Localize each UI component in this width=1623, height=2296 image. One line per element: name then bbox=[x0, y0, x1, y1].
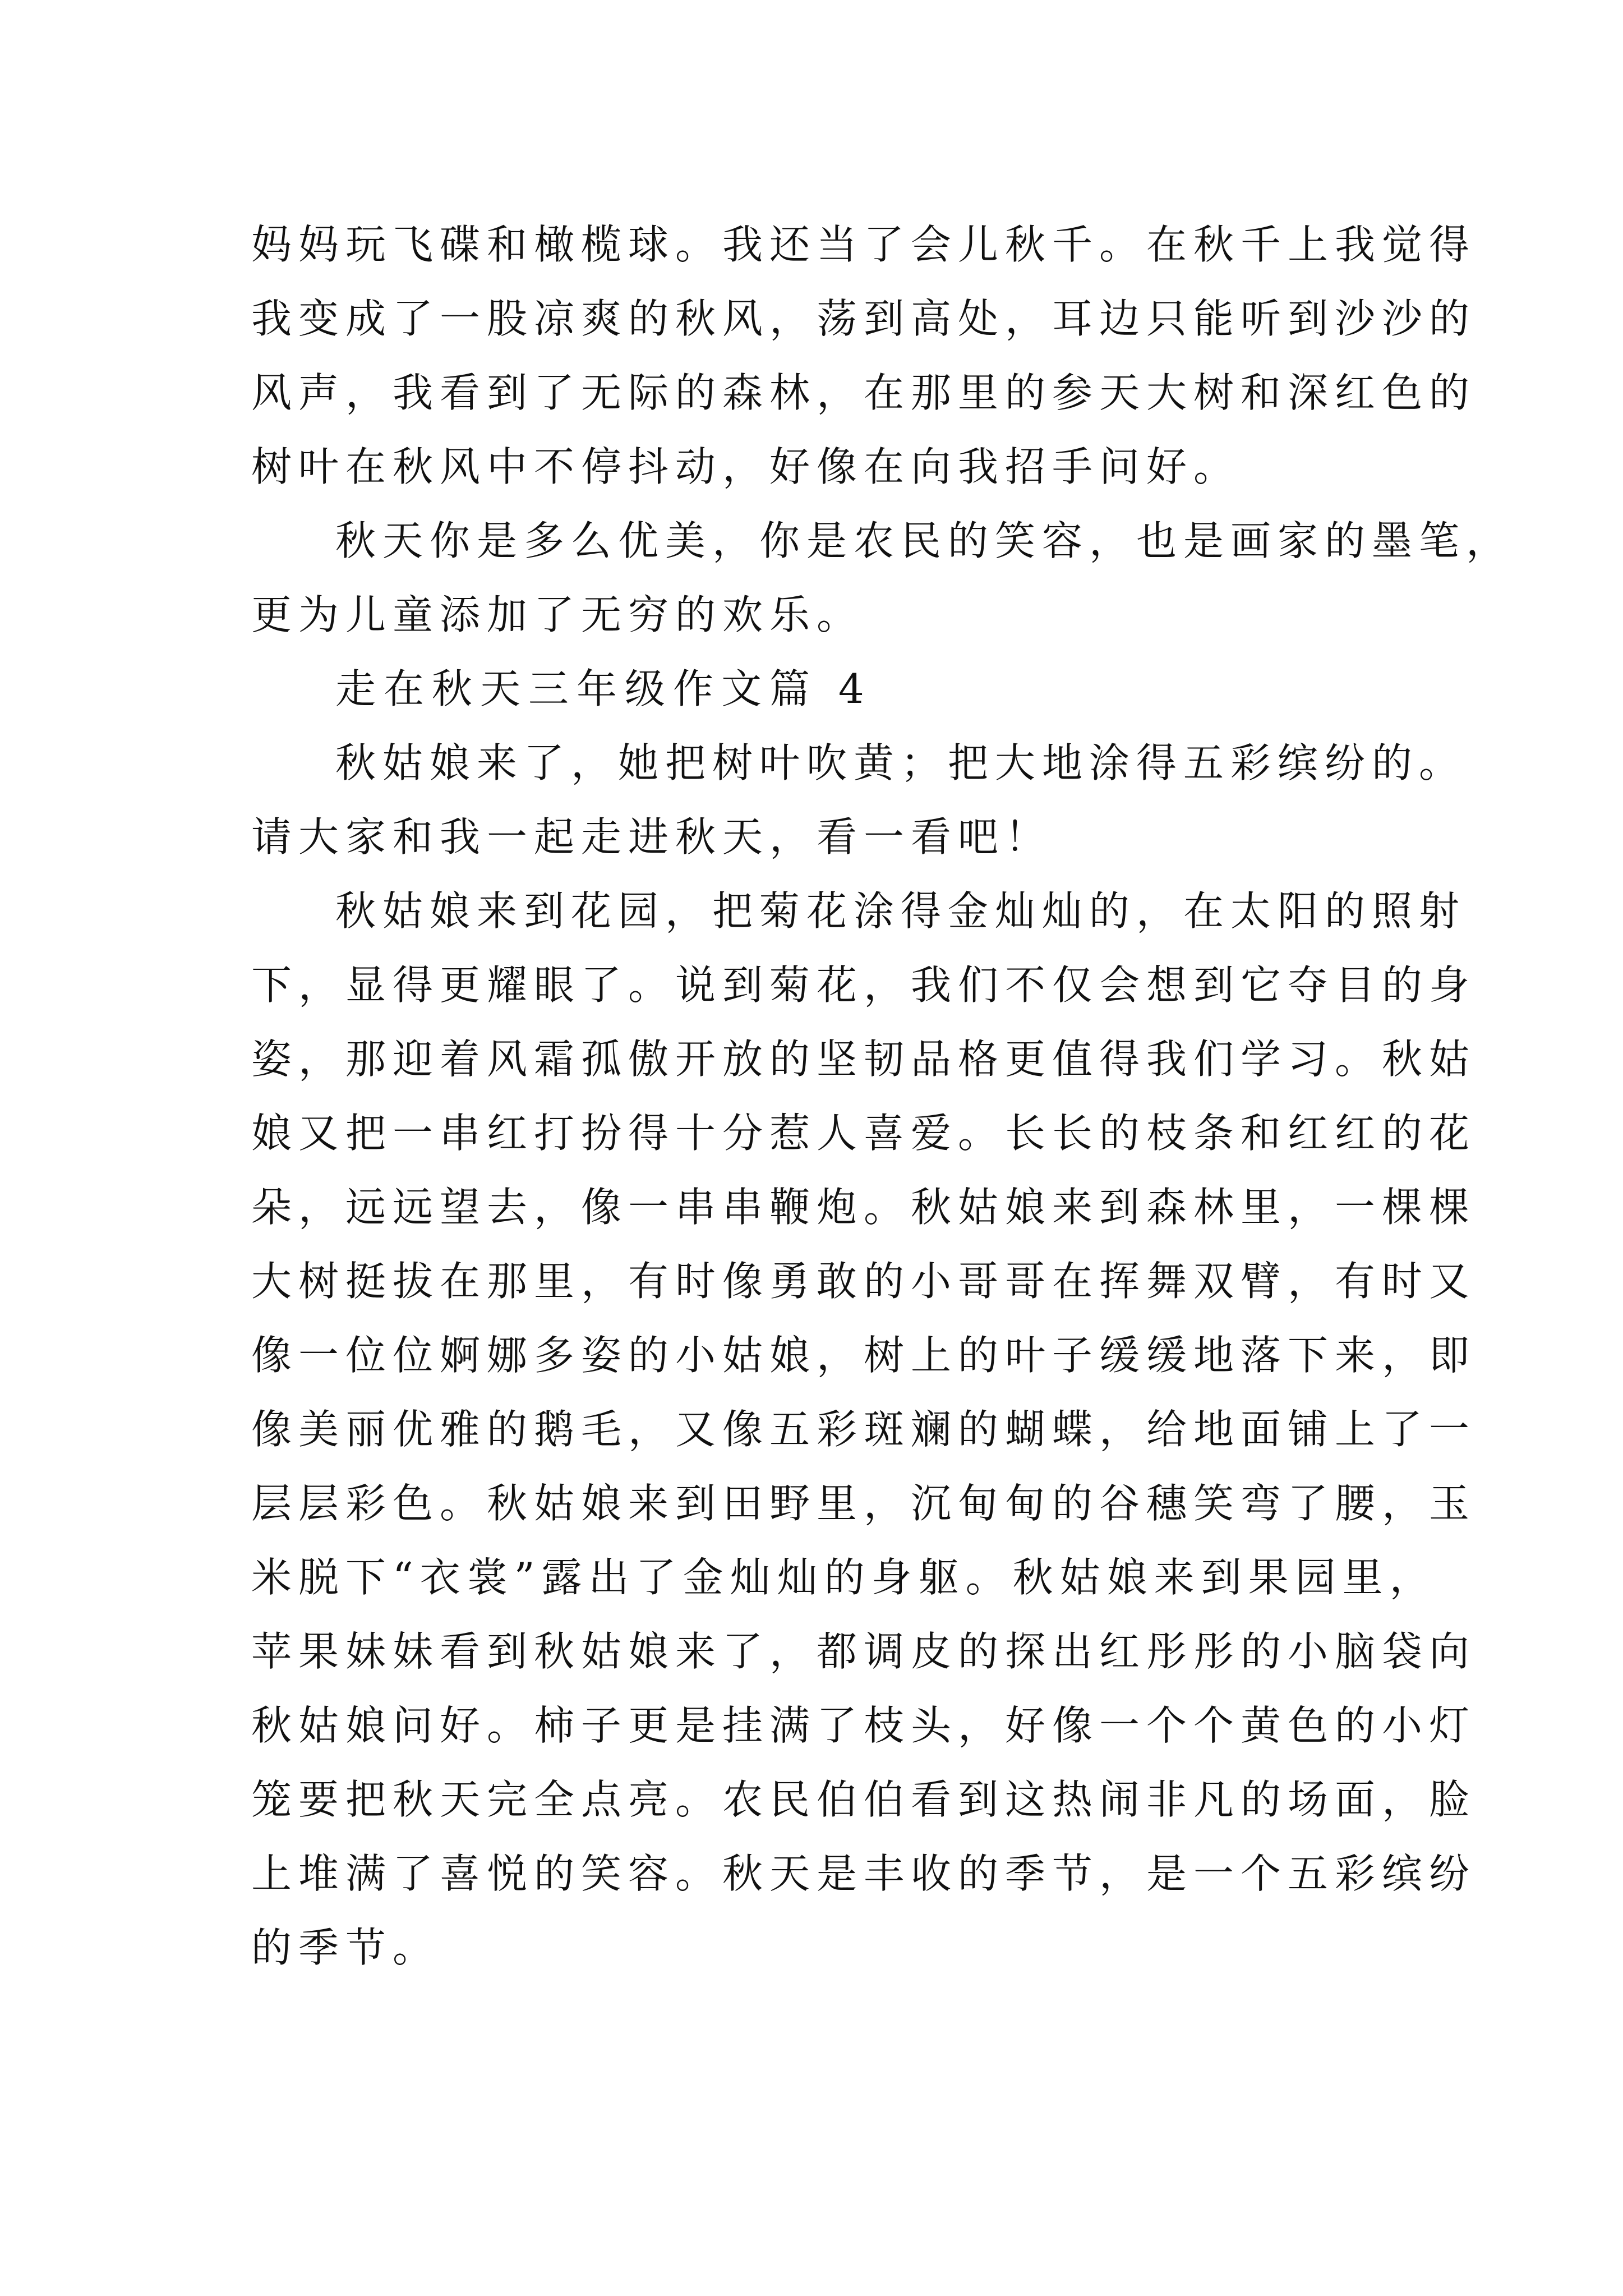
text-line: 下，显得更耀眼了。说到菊花，我们不仅会想到它夺目的身 bbox=[251, 961, 1477, 1009]
section-title: 走在秋天三年级作文篇 4 bbox=[335, 665, 872, 712]
text-line: 秋姑娘来到花园，把菊花涂得金灿灿的，在太阳的照射 bbox=[335, 887, 1467, 935]
text-line: 像一位位婀娜多姿的小姑娘，树上的叶子缓缓地落下来，即 bbox=[251, 1332, 1477, 1379]
text-line: 的季节。 bbox=[251, 1924, 440, 1971]
text-line: 秋姑娘问好。柿子更是挂满了枝头，好像一个个黄色的小灯 bbox=[251, 1702, 1477, 1749]
text-line: 笼要把秋天完全点亮。农民伯伯看到这热闹非凡的场面，脸 bbox=[251, 1776, 1477, 1823]
text-line: 我变成了一股凉爽的秋风，荡到高处，耳边只能听到沙沙的 bbox=[251, 295, 1477, 342]
text-line: 树叶在秋风中不停抖动，好像在向我招手问好。 bbox=[251, 443, 1241, 490]
text-line: 秋姑娘来了，她把树叶吹黄；把大地涂得五彩缤纷的。 bbox=[335, 739, 1467, 786]
text-line: 层层彩色。秋姑娘来到田野里，沉甸甸的谷穗笑弯了腰，玉 bbox=[251, 1480, 1477, 1527]
text-line: 秋天你是多么优美，你是农民的笑容，也是画家的墨笔， bbox=[335, 517, 1514, 564]
text-line: 娘又把一串红打扮得十分惹人喜爱。长长的枝条和红红的花 bbox=[251, 1110, 1477, 1157]
text-line: 姿，那迎着风霜孤傲开放的坚韧品格更值得我们学习。秋姑 bbox=[251, 1036, 1477, 1083]
text-line: 大树挺拔在那里，有时像勇敢的小哥哥在挥舞双臂，有时又 bbox=[251, 1258, 1477, 1305]
document-body bbox=[251, 208, 1514, 1985]
text-line: 妈妈玩飞碟和橄榄球。我还当了会儿秋千。在秋千上我觉得 bbox=[251, 221, 1477, 268]
text-line: 上堆满了喜悦的笑容。秋天是丰收的季节，是一个五彩缤纷 bbox=[251, 1850, 1477, 1897]
text-line: 请大家和我一起走进秋天，看一看吧！ bbox=[251, 813, 1053, 861]
text-line: 风声，我看到了无际的森林，在那里的参天大树和深红色的 bbox=[251, 369, 1477, 416]
text-line: 更为儿童添加了无穷的欢乐。 bbox=[251, 591, 864, 638]
text-line: 米脱下“衣裳”露出了金灿灿的身躯。秋姑娘来到果园里， bbox=[251, 1554, 1437, 1601]
text-line: 朵，远远望去，像一串串鞭炮。秋姑娘来到森林里，一棵棵 bbox=[251, 1184, 1477, 1231]
text-line: 苹果妹妹看到秋姑娘来了，都调皮的探出红彤彤的小脑袋向 bbox=[251, 1628, 1477, 1675]
text-line: 像美丽优雅的鹅毛，又像五彩斑斓的蝴蝶，给地面铺上了一 bbox=[251, 1406, 1477, 1453]
